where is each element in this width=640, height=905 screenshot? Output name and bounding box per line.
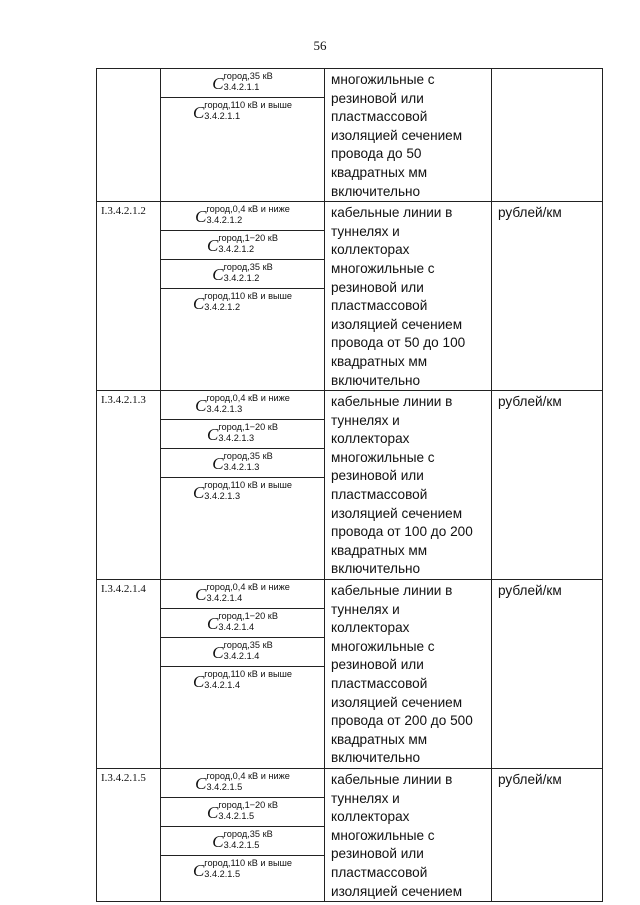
row-code: I.3.4.2.1.3 — [97, 391, 161, 580]
formula-symbol: C — [195, 585, 207, 605]
formula-cell — [161, 391, 325, 580]
formula-symbol: C — [195, 207, 207, 227]
formula-superscript: город,0,4 кВ и ниже — [206, 582, 290, 593]
description-line: провода от 200 до 500 — [331, 713, 473, 729]
description-line: изоляцией сечением — [331, 883, 463, 899]
description-line: кабельные линии в — [331, 583, 453, 599]
formula-subscript: 3.4.2.1.5 — [223, 839, 260, 850]
description-line: коллекторах — [331, 431, 410, 447]
formula-symbol: C — [207, 425, 219, 445]
formula-symbol: C — [212, 74, 224, 93]
tariff-table — [96, 68, 603, 902]
formula-subscript: 3.4.2.1.4 — [204, 680, 241, 691]
formula-superscript: город,110 кВ и выше — [204, 857, 293, 868]
formula-symbol: C — [192, 672, 205, 692]
formula-subscript: 3.4.2.1.2 — [223, 273, 260, 284]
formula-superscript: город,35 кВ — [223, 262, 273, 273]
formula — [161, 667, 324, 696]
row-code: I.3.4.2.1.2 — [97, 202, 161, 391]
formula-superscript: город,35 кВ — [223, 828, 273, 839]
formula-superscript: город,110 кВ и выше — [204, 669, 293, 680]
formula-symbol: C — [212, 831, 224, 851]
description-line: квадратных мм — [331, 542, 428, 558]
description-line: резиновой или — [331, 90, 424, 106]
formula-symbol: C — [207, 802, 219, 822]
description-line: квадратных мм — [331, 731, 428, 747]
formula-superscript: город,35 кВ — [223, 71, 273, 81]
description-line: изоляцией сечением — [331, 694, 463, 710]
description-line: изоляцией сечением — [331, 127, 463, 143]
description-line: пластмассовой — [331, 487, 428, 503]
formula-cell — [161, 580, 325, 769]
formula-subscript: 3.4.2.1.2 — [206, 215, 243, 226]
formula — [161, 420, 324, 449]
description-line: провода до 50 — [331, 146, 422, 162]
formula — [161, 798, 324, 827]
formula — [161, 478, 324, 507]
formula — [161, 260, 324, 289]
description-line: туннелях и — [331, 412, 400, 428]
formula — [161, 202, 324, 231]
description-line: изоляцией сечением — [331, 505, 463, 521]
formula-subscript: 3.4.2.1.3 — [206, 404, 243, 415]
formula-symbol: C — [192, 483, 205, 503]
formula — [161, 231, 324, 260]
formula-symbol: C — [212, 454, 224, 474]
unit-cell — [492, 69, 603, 202]
description-line: туннелях и — [331, 601, 400, 617]
description-line: многожильные с — [331, 72, 435, 87]
formula-subscript: 3.4.2.1.5 — [218, 810, 255, 821]
formula-superscript: город,35 кВ — [223, 640, 273, 651]
unit-cell: рублей/км — [492, 391, 603, 580]
formula-subscript: 3.4.2.1.2 — [218, 244, 255, 255]
description-line: резиновой или — [331, 468, 424, 484]
formula-superscript: город,110 кВ и выше — [204, 291, 293, 302]
unit-cell: рублей/км — [492, 202, 603, 391]
formula — [161, 289, 324, 318]
description-cell — [325, 768, 492, 901]
formula-symbol: C — [195, 773, 207, 793]
formula-symbol: C — [212, 265, 224, 285]
formula-symbol: C — [192, 103, 205, 122]
formula-superscript: город,110 кВ и выше — [204, 480, 293, 491]
description-line: провода от 50 до 100 — [331, 335, 466, 351]
formula-symbol: C — [192, 860, 205, 880]
formula-subscript: 3.4.2.1.4 — [218, 622, 255, 633]
description-cell — [325, 202, 492, 391]
description-line: пластмассовой — [331, 864, 428, 880]
formula-subscript: 3.4.2.1.3 — [223, 462, 260, 473]
description-line: резиновой или — [331, 279, 424, 295]
description-line: изоляцией сечением — [331, 316, 463, 332]
description-line: кабельные линии в — [331, 205, 453, 221]
formula-cell — [161, 768, 325, 901]
formula-subscript: 3.4.2.1.4 — [206, 593, 243, 604]
formula-symbol: C — [195, 396, 207, 416]
formula — [161, 638, 324, 667]
formula-symbol: C — [207, 236, 219, 256]
formula-subscript: 3.4.2.1.5 — [206, 781, 243, 792]
formula-superscript: город,0,4 кВ и ниже — [206, 204, 290, 215]
page-number: 56 — [313, 38, 327, 53]
formula-superscript: город,1−20 кВ — [218, 233, 278, 244]
description-line: многожильные с — [331, 260, 435, 276]
formula-symbol: C — [207, 614, 219, 634]
description-cell — [325, 69, 492, 202]
unit-cell: рублей/км — [492, 768, 603, 901]
formula-superscript: город,1−20 кВ — [218, 799, 278, 810]
description-line: пластмассовой — [331, 298, 428, 314]
description-line: пластмассовой — [331, 109, 428, 125]
description-line: многожильные с — [331, 638, 435, 654]
description-line: включительно — [331, 372, 421, 388]
formula-superscript: город,1−20 кВ — [218, 422, 278, 433]
formula-subscript: 3.4.2.1.2 — [204, 302, 241, 313]
formula — [161, 69, 324, 98]
formula-superscript: город,0,4 кВ и ниже — [206, 393, 290, 404]
description-line: квадратных мм — [331, 164, 428, 180]
formula-cell — [161, 69, 325, 202]
formula — [161, 98, 324, 127]
row-code: I.3.4.2.1.5 — [97, 768, 161, 901]
formula-subscript: 3.4.2.1.3 — [218, 433, 255, 444]
formula — [161, 827, 324, 856]
formula-superscript: город,110 кВ и выше — [204, 100, 293, 110]
description-cell — [325, 391, 492, 580]
table-row — [97, 202, 603, 391]
description-line: многожильные с — [331, 827, 435, 843]
description-line: туннелях и — [331, 223, 400, 239]
formula — [161, 856, 324, 885]
formula-subscript: 3.4.2.1.4 — [223, 651, 260, 662]
description-line: резиновой или — [331, 846, 424, 862]
description-line: туннелях и — [331, 790, 400, 806]
description-line: провода от 100 до 200 — [331, 524, 473, 540]
table-row — [97, 391, 603, 580]
formula-subscript: 3.4.2.1.1 — [204, 111, 241, 121]
formula-subscript: 3.4.2.1.5 — [204, 868, 241, 879]
table-row — [97, 69, 603, 202]
description-line: кабельные линии в — [331, 771, 453, 787]
formula-subscript: 3.4.2.1.3 — [204, 491, 241, 502]
formula — [161, 769, 324, 798]
description-line: включительно — [331, 183, 421, 199]
formula — [161, 391, 324, 420]
formula-superscript: город,1−20 кВ — [218, 611, 278, 622]
description-line: пластмассовой — [331, 676, 428, 691]
row-code: I.3.4.2.1.4 — [97, 580, 161, 769]
description-line: квадратных мм — [331, 353, 428, 369]
table-row — [97, 580, 603, 769]
description-line: включительно — [331, 561, 421, 577]
description-cell — [325, 580, 492, 769]
description-line: резиновой или — [331, 657, 424, 673]
description-line: включительно — [331, 750, 421, 766]
formula-cell — [161, 202, 325, 391]
description-line: кабельные линии в — [331, 394, 453, 410]
description-line: коллекторах — [331, 242, 410, 258]
description-line: коллекторах — [331, 620, 410, 636]
formula — [161, 580, 324, 609]
description-line: многожильные с — [331, 449, 435, 465]
formula-symbol: C — [212, 643, 224, 663]
formula — [161, 449, 324, 478]
unit-cell: рублей/км — [492, 580, 603, 769]
table-row — [97, 768, 603, 901]
formula — [161, 609, 324, 638]
row-code — [97, 69, 161, 202]
formula-symbol: C — [192, 294, 205, 314]
formula-superscript: город,0,4 кВ и ниже — [206, 770, 290, 781]
formula-superscript: город,35 кВ — [223, 451, 273, 462]
formula-subscript: 3.4.2.1.1 — [223, 82, 260, 92]
description-line: коллекторах — [331, 809, 410, 825]
